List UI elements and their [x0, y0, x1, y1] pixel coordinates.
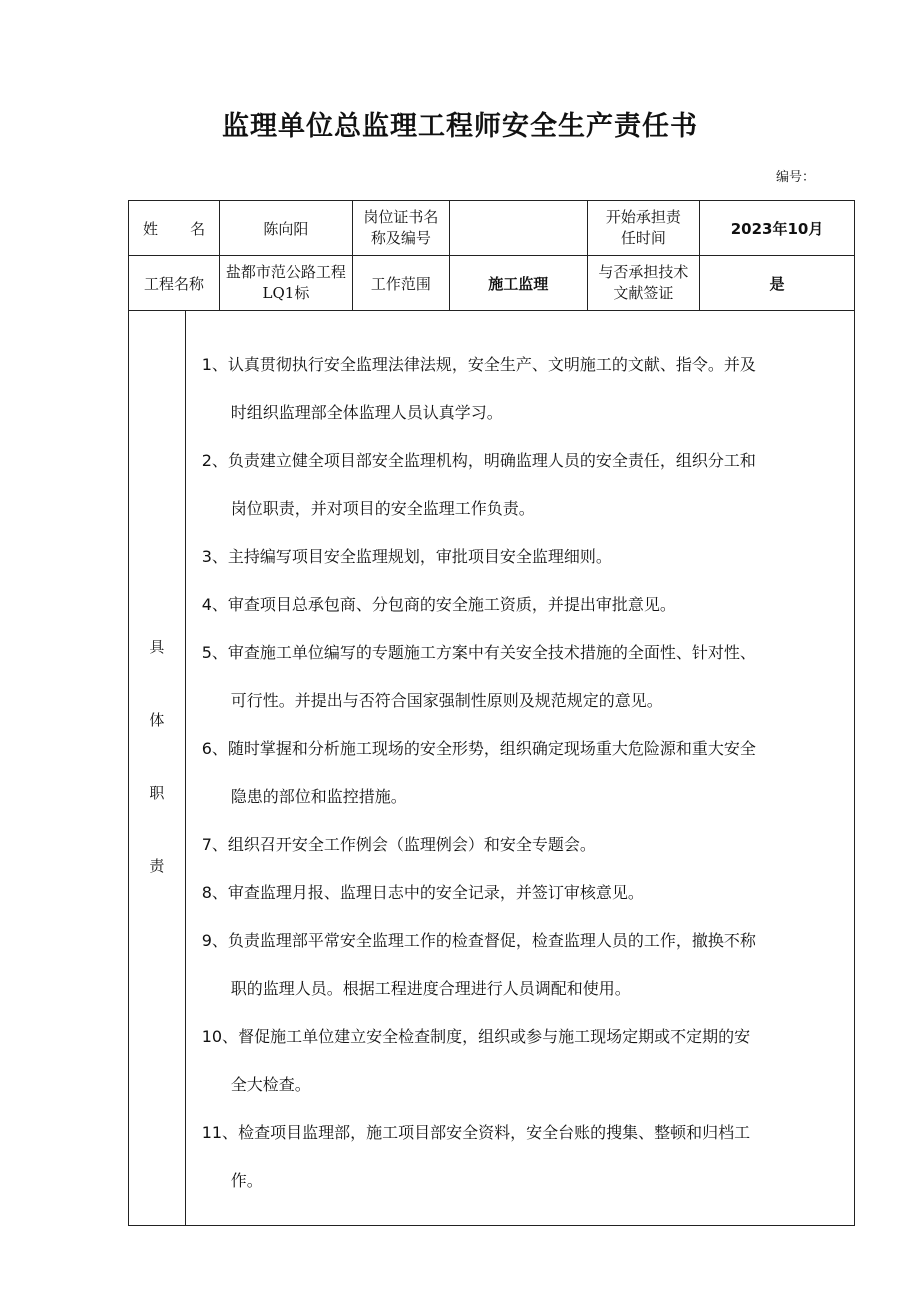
- name-label-a: 姓: [143, 219, 159, 238]
- project-value: 盐都市范公路工程LQ1标: [220, 256, 353, 311]
- duty-line: 审查施工单位编写的专题施工方案中有关安全技术措施的全面性、针对性、: [227, 643, 756, 662]
- duty-num: 5、: [201, 643, 228, 662]
- duty-item: [202, 437, 842, 533]
- duty-item: [202, 1013, 842, 1109]
- start-value: 2023年10月: [700, 201, 855, 256]
- duty-line-cont: 时组织监理部全体监理人员认真学习。: [230, 403, 503, 422]
- duty-line: 主持编写项目安全监理规划，审批项目安全监理细则。: [227, 547, 612, 566]
- cert-value: [449, 201, 587, 256]
- duty-num: 10、: [201, 1027, 239, 1046]
- duties-label-char: 体: [149, 711, 165, 729]
- duty-item: [202, 869, 842, 917]
- duty-line: 认真贯彻执行安全监理法律法规，安全生产、文明施工的文献、指令。并及: [227, 355, 756, 374]
- duty-num: 8、: [201, 883, 228, 902]
- name-value: 陈向阳: [220, 201, 353, 256]
- duty-line: 检查项目监理部，施工项目部安全资料，安全台账的搜集、整顿和归档工: [238, 1123, 751, 1142]
- duty-num: 1、: [201, 355, 228, 374]
- responsibility-table: [128, 200, 855, 1226]
- duty-line-cont: 职的监理人员。根据工程进度合理进行人员调配和使用。: [230, 979, 631, 998]
- name-label-b: 名: [190, 219, 206, 238]
- duty-line-cont: 作。: [230, 1171, 263, 1190]
- duty-num: 6、: [201, 739, 228, 758]
- duty-line: 审查监理月报、监理日志中的安全记录，并签订审核意见。: [227, 883, 644, 902]
- duty-line-cont: 全大检查。: [230, 1075, 311, 1094]
- duty-line: 督促施工单位建立安全检查制度，组织或参与施工现场定期或不定期的安: [238, 1027, 751, 1046]
- sign-label: 与否承担技术文献签证: [587, 256, 699, 311]
- table-row: [129, 201, 855, 256]
- duty-line: 负责建立健全项目部安全监理机构，明确监理人员的安全责任，组织分工和: [227, 451, 756, 470]
- duties-label-char: 责: [149, 857, 165, 875]
- duty-item: [202, 341, 842, 437]
- duty-line: 负责监理部平常安全监理工作的检查督促，检查监理人员的工作，撤换不称: [227, 931, 756, 950]
- doc-number-label: 编号：: [776, 170, 816, 185]
- duty-line: 审查项目总承包商、分包商的安全施工资质，并提出审批意见。: [227, 595, 676, 614]
- duty-item: [202, 533, 842, 581]
- scope-label: 工作范围: [352, 256, 449, 311]
- duty-item: [202, 917, 842, 1013]
- duties-cell: [185, 311, 854, 1226]
- duties-label-char: 职: [149, 784, 165, 802]
- duty-num: 3、: [201, 547, 228, 566]
- duties-label-cell: [129, 311, 186, 1226]
- duty-line-cont: 隐患的部位和监控措施。: [230, 787, 407, 806]
- duty-num: 4、: [201, 595, 228, 614]
- duty-line: 随时掌握和分析施工现场的安全形势，组织确定现场重大危险源和重大安全: [227, 739, 756, 758]
- sign-value: 是: [700, 256, 855, 311]
- duty-num: 11、: [201, 1123, 239, 1142]
- duty-num: 2、: [201, 451, 228, 470]
- duty-item: [202, 821, 842, 869]
- project-label: 工程名称: [129, 256, 220, 311]
- duties-label-char: 具: [149, 638, 165, 656]
- cert-label: 岗位证书名称及编号: [352, 201, 449, 256]
- duty-num: 9、: [201, 931, 228, 950]
- scope-value: 施工监理: [449, 256, 587, 311]
- duty-item: [202, 629, 842, 725]
- duty-line-cont: 可行性。并提出与否符合国家强制性原则及规范规定的意见。: [230, 691, 663, 710]
- duty-num: 7、: [201, 835, 228, 854]
- table-row: [129, 256, 855, 311]
- start-label: 开始承担责任时间: [587, 201, 699, 256]
- name-label-cell: [129, 201, 220, 256]
- duty-item: [202, 1109, 842, 1205]
- duty-item: [202, 581, 842, 629]
- duty-line: 组织召开安全工作例会（监理例会）和安全专题会。: [227, 835, 596, 854]
- duty-item: [202, 725, 842, 821]
- table-row: [129, 311, 855, 1226]
- document-title: 监理单位总监理工程师安全生产责任书: [222, 111, 698, 142]
- duty-line-cont: 岗位职责，并对项目的安全监理工作负责。: [230, 499, 535, 518]
